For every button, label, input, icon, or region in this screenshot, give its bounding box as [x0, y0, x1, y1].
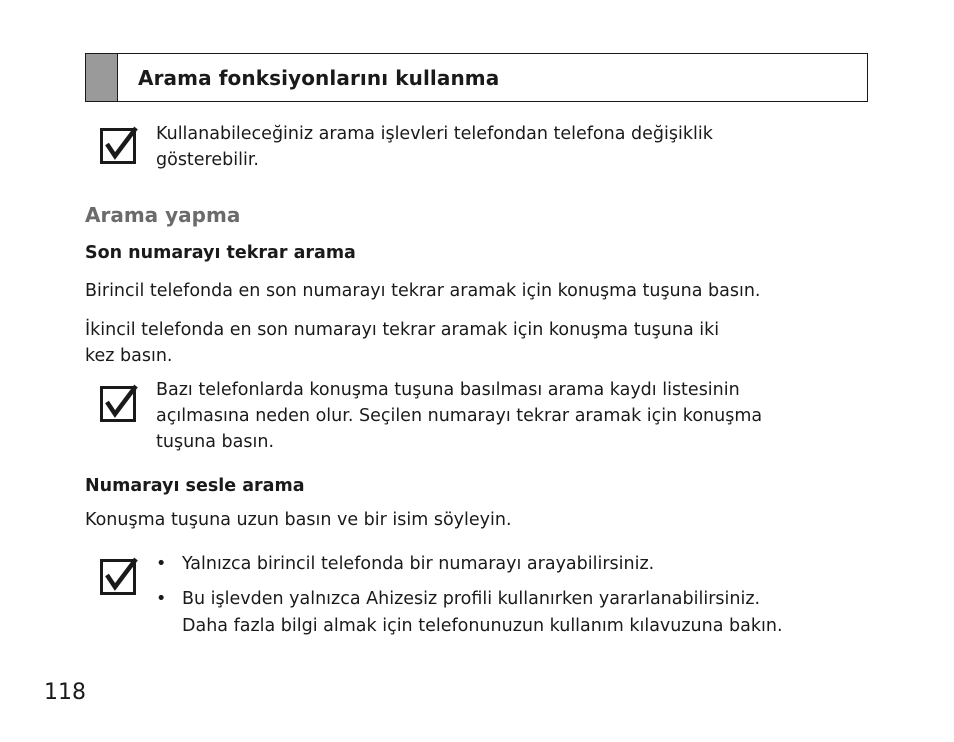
redial-secondary-line: İkincil telefonda en son numarayı tekrar aramak için konuşma tuşuna iki	[85, 320, 720, 340]
redial-note-line: Bazı telefonlarda konuşma tuşuna basılması arama kaydı listesinin	[156, 380, 740, 400]
voice-dial-heading: Numarayı sesle arama	[85, 476, 305, 496]
intro-note-line: Kullanabileceğiniz arama işlevleri telefondan telefona değişiklik	[156, 124, 713, 144]
checkbox-check-icon	[100, 384, 138, 422]
checkbox-check-icon	[100, 557, 138, 595]
list-item	[156, 551, 783, 578]
section-title-bar	[85, 53, 868, 102]
redial-note-line: açılmasına neden olur. Seçilen numarayı tekrar aramak için konuşma	[156, 406, 763, 426]
bullet-icon: •	[156, 554, 167, 574]
checkbox-check-icon	[100, 126, 138, 164]
section-heading: Arama yapma	[85, 203, 241, 227]
redial-secondary-line: kez basın.	[85, 346, 173, 366]
page-title: Arama fonksiyonlarını kullanma	[138, 66, 500, 90]
intro-note	[156, 121, 713, 173]
redial-heading: Son numarayı tekrar arama	[85, 243, 356, 263]
list-item-line: Daha fazla bilgi almak için telefonunuzun kullanım kılavuzuna bakın.	[182, 616, 783, 636]
page-number: 118	[44, 680, 86, 705]
bullet-icon: •	[156, 589, 167, 609]
voice-dial-bullet-list	[156, 551, 783, 648]
redial-secondary-text	[85, 317, 719, 369]
redial-primary-text: Birincil telefonda en son numarayı tekrar aramak için konuşma tuşuna basın.	[85, 281, 761, 301]
intro-note-line: gösterebilir.	[156, 150, 259, 170]
list-item-line: Bu işlevden yalnızca Ahizesiz profili kullanırken yararlanabilirsiniz.	[182, 589, 761, 609]
redial-note	[156, 377, 762, 455]
redial-note-line: tuşuna basın.	[156, 432, 275, 452]
list-item	[156, 586, 783, 640]
voice-dial-text: Konuşma tuşuna uzun basın ve bir isim söyleyin.	[85, 510, 512, 530]
title-tab	[86, 54, 118, 101]
list-item-line: Yalnızca birincil telefonda bir numarayı arayabilirsiniz.	[182, 554, 655, 574]
